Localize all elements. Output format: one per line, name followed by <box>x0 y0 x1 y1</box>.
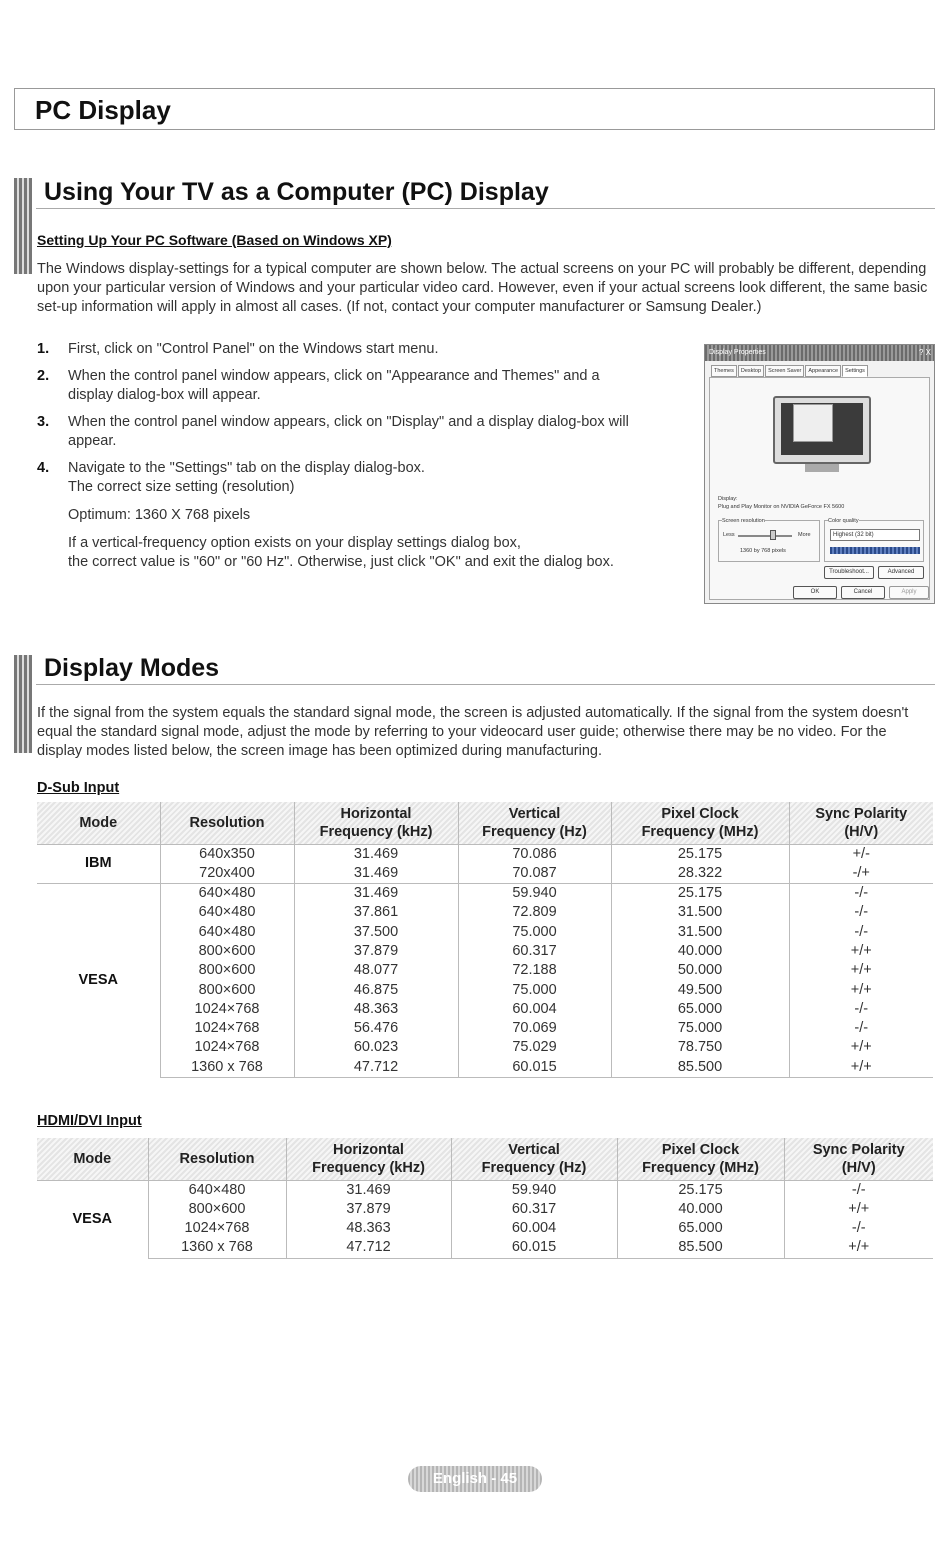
step-3 <box>37 413 667 451</box>
section-bar <box>14 178 32 274</box>
cell-resolution: 640×480 <box>148 1180 286 1200</box>
optimum-resolution: Optimum: 1360 X 768 pixels <box>68 507 251 523</box>
table-row <box>37 1038 933 1057</box>
tab-desktop[interactable]: Desktop <box>738 365 764 377</box>
cell-vertical-frequency: 75.029 <box>458 1038 611 1057</box>
cell-pixel-clock: 31.500 <box>611 903 789 922</box>
step-4 <box>37 459 667 572</box>
header-box <box>14 88 935 130</box>
cell-vertical-frequency: 60.015 <box>458 1058 611 1078</box>
dialog-title: Display Properties <box>709 349 766 356</box>
cell-horizontal-frequency: 37.500 <box>294 923 458 942</box>
cell-sync-polarity: +/+ <box>789 981 933 1000</box>
table-row <box>37 923 933 942</box>
display-properties-dialog <box>704 344 935 604</box>
page-title: PC Display <box>35 95 171 125</box>
cell-pixel-clock: 65.000 <box>617 1219 784 1238</box>
cell-vertical-frequency: 60.004 <box>458 1000 611 1019</box>
cell-pixel-clock: 25.175 <box>611 844 789 864</box>
cell-vertical-frequency: 59.940 <box>451 1180 617 1200</box>
cell-mode: VESA <box>37 884 160 1078</box>
cell-pixel-clock: 85.500 <box>611 1058 789 1078</box>
section-underline <box>36 208 935 209</box>
table-row <box>37 903 933 922</box>
header-pixel-clock: Pixel Clock Frequency (MHz) <box>617 1138 784 1180</box>
cell-pixel-clock: 85.500 <box>617 1238 784 1258</box>
cell-vertical-frequency: 60.317 <box>451 1200 617 1219</box>
header-resolution: Resolution <box>160 802 294 844</box>
header-vertical-frequency: Vertical Frequency (Hz) <box>458 802 611 844</box>
cell-horizontal-frequency: 47.712 <box>286 1238 451 1258</box>
step-text: When the control panel window appears, click on "Display" and a display dialog-box will appear. <box>68 414 629 449</box>
step-number: 3. <box>37 414 50 430</box>
table-row <box>37 942 933 961</box>
cell-horizontal-frequency: 46.875 <box>294 981 458 1000</box>
table-row <box>37 1180 933 1200</box>
monitor-window-icon <box>793 404 833 442</box>
cell-vertical-frequency: 75.000 <box>458 923 611 942</box>
resolution-label: Screen resolution <box>722 518 765 524</box>
more-label: More <box>798 532 811 538</box>
cell-horizontal-frequency: 37.861 <box>294 903 458 922</box>
dsub-table <box>37 802 933 1078</box>
cell-vertical-frequency: 60.015 <box>451 1238 617 1258</box>
cell-vertical-frequency: 60.004 <box>451 1219 617 1238</box>
step-number: 4. <box>37 460 50 476</box>
cell-vertical-frequency: 75.000 <box>458 981 611 1000</box>
color-quality-select[interactable]: Highest (32 bit) <box>830 529 920 541</box>
dialog-title-buttons[interactable]: ? X <box>918 348 931 357</box>
cell-horizontal-frequency: 37.879 <box>286 1200 451 1219</box>
cell-vertical-frequency: 72.188 <box>458 961 611 980</box>
table-row <box>37 1058 933 1078</box>
cell-sync-polarity: -/+ <box>789 864 933 884</box>
resolution-group <box>718 520 820 562</box>
intro-paragraph: The Windows display-settings for a typical computer are shown below. The actual screens on your PC will probably be different, depending upon your particular version of Windows and your particular video card. However, even if your actual screens look different, the same basic set-up information will apply in almost all cases. (If not, contact your computer manufacturer or Samsung Dealer.) <box>37 261 928 315</box>
table-row <box>37 884 933 904</box>
hdmi-table <box>37 1138 933 1259</box>
cell-horizontal-frequency: 60.023 <box>294 1038 458 1057</box>
tab-themes[interactable]: Themes <box>711 365 737 377</box>
cell-vertical-frequency: 70.087 <box>458 864 611 884</box>
cell-sync-polarity: +/+ <box>784 1238 933 1258</box>
cell-pixel-clock: 65.000 <box>611 1000 789 1019</box>
table-row <box>37 1200 933 1219</box>
cell-mode: IBM <box>37 844 160 884</box>
cell-sync-polarity: -/- <box>789 923 933 942</box>
cell-pixel-clock: 50.000 <box>611 961 789 980</box>
vertical-frequency-note: the correct value is "60" or "60 Hz". Otherwise, just click "OK" and exit the dialog box. <box>68 554 614 570</box>
cell-pixel-clock: 25.175 <box>611 884 789 904</box>
cell-sync-polarity: -/- <box>789 1000 933 1019</box>
troubleshoot-button[interactable]: Troubleshoot... <box>824 566 874 579</box>
table-row <box>37 1019 933 1038</box>
header-resolution: Resolution <box>148 1138 286 1180</box>
table-row <box>37 981 933 1000</box>
cell-pixel-clock: 40.000 <box>611 942 789 961</box>
step-text: First, click on "Control Panel" on the Windows start menu. <box>68 341 439 357</box>
table-header-row <box>37 1138 933 1180</box>
section-underline <box>36 684 935 685</box>
step-number: 2. <box>37 368 50 384</box>
cell-horizontal-frequency: 31.469 <box>294 884 458 904</box>
cell-resolution: 720x400 <box>160 864 294 884</box>
step-text: Navigate to the "Settings" tab on the display dialog-box. <box>68 460 425 476</box>
cell-resolution: 640×480 <box>160 903 294 922</box>
cell-resolution: 640×480 <box>160 923 294 942</box>
cell-pixel-clock: 28.322 <box>611 864 789 884</box>
display-label: Display: <box>718 496 738 502</box>
cell-sync-polarity: -/- <box>789 903 933 922</box>
steps-list <box>37 340 667 580</box>
display-modes-paragraph: If the signal from the system equals the standard signal mode, the screen is adjusted automatically. If the signal from the system doesn't equal the standard signal mode, adjust the mode by referring to your videocard user guide; otherwise there may be no video. For the display modes listed below, the screen image has been optimized during manufacturing. <box>37 705 909 759</box>
cell-vertical-frequency: 59.940 <box>458 884 611 904</box>
tab-appearance[interactable]: Appearance <box>805 365 841 377</box>
header-vertical-frequency: Vertical Frequency (Hz) <box>451 1138 617 1180</box>
apply-button[interactable]: Apply <box>889 586 929 599</box>
cell-sync-polarity: +/+ <box>789 1058 933 1078</box>
step-text: The correct size setting (resolution) <box>68 479 295 495</box>
cell-vertical-frequency: 60.317 <box>458 942 611 961</box>
header-sync-polarity: Sync Polarity (H/V) <box>784 1138 933 1180</box>
cell-horizontal-frequency: 31.469 <box>294 844 458 864</box>
color-group <box>824 520 924 562</box>
cell-sync-polarity: -/- <box>784 1180 933 1200</box>
cell-horizontal-frequency: 56.476 <box>294 1019 458 1038</box>
cell-vertical-frequency: 72.809 <box>458 903 611 922</box>
cell-sync-polarity: -/- <box>789 884 933 904</box>
section-title-display-modes: Display Modes <box>44 654 220 682</box>
dialog-tabs <box>711 365 868 377</box>
section-title-pc-display: Using Your TV as a Computer (PC) Display <box>44 178 549 206</box>
display-value: Plug and Play Monitor on NVIDIA GeForce FX 5600 <box>718 504 845 510</box>
vertical-frequency-note: If a vertical-frequency option exists on your display settings dialog box, <box>68 535 521 551</box>
dsub-input-label: D-Sub Input <box>37 780 120 796</box>
cell-resolution: 800×600 <box>160 942 294 961</box>
cell-sync-polarity: -/- <box>784 1219 933 1238</box>
cell-resolution: 800×600 <box>160 961 294 980</box>
cell-resolution: 1024×768 <box>160 1000 294 1019</box>
resolution-value: 1360 by 768 pixels <box>740 548 786 554</box>
cell-vertical-frequency: 70.069 <box>458 1019 611 1038</box>
cell-resolution: 1360 x 768 <box>160 1058 294 1078</box>
page-number-badge: English - 45 <box>408 1466 542 1492</box>
step-number: 1. <box>37 341 50 357</box>
cell-resolution: 1024×768 <box>160 1019 294 1038</box>
table-row <box>37 961 933 980</box>
table-row <box>37 864 933 884</box>
tab-screen-saver[interactable]: Screen Saver <box>765 365 804 377</box>
dialog-body <box>709 377 930 600</box>
cell-resolution: 800×600 <box>148 1200 286 1219</box>
resolution-slider-track[interactable] <box>738 535 792 537</box>
color-quality-label: Color quality <box>828 518 859 524</box>
table-header-row <box>37 802 933 844</box>
step-2 <box>37 367 667 405</box>
header-pixel-clock: Pixel Clock Frequency (MHz) <box>611 802 789 844</box>
cell-sync-polarity: +/+ <box>789 961 933 980</box>
cell-sync-polarity: -/- <box>789 1019 933 1038</box>
header-horizontal-frequency: Horizontal Frequency (kHz) <box>294 802 458 844</box>
cell-pixel-clock: 40.000 <box>617 1200 784 1219</box>
resolution-slider-thumb[interactable] <box>770 530 776 540</box>
cell-sync-polarity: +/+ <box>784 1200 933 1219</box>
cell-pixel-clock: 49.500 <box>611 981 789 1000</box>
less-label: Less <box>723 532 735 538</box>
table-row <box>37 1238 933 1258</box>
cell-horizontal-frequency: 48.363 <box>286 1219 451 1238</box>
hdmi-dvi-input-label: HDMI/DVI Input <box>37 1113 142 1129</box>
table-row <box>37 844 933 864</box>
color-bar <box>830 547 920 554</box>
subsection-title: Setting Up Your PC Software (Based on Windows XP) <box>37 232 392 248</box>
cell-resolution: 800×600 <box>160 981 294 1000</box>
header-sync-polarity: Sync Polarity (H/V) <box>789 802 933 844</box>
monitor-stand <box>805 464 839 472</box>
cell-pixel-clock: 75.000 <box>611 1019 789 1038</box>
cell-horizontal-frequency: 47.712 <box>294 1058 458 1078</box>
cell-resolution: 1360 x 768 <box>148 1238 286 1258</box>
step-1 <box>37 340 667 359</box>
dialog-titlebar <box>705 345 934 361</box>
cell-sync-polarity: +/+ <box>789 942 933 961</box>
table-row <box>37 1000 933 1019</box>
cell-pixel-clock: 31.500 <box>611 923 789 942</box>
cell-horizontal-frequency: 48.077 <box>294 961 458 980</box>
cell-resolution: 1024×768 <box>160 1038 294 1057</box>
cell-mode: VESA <box>37 1180 148 1258</box>
ok-button[interactable]: OK <box>793 586 837 599</box>
cell-pixel-clock: 25.175 <box>617 1180 784 1200</box>
cell-resolution: 640×480 <box>160 884 294 904</box>
cell-sync-polarity: +/- <box>789 844 933 864</box>
cell-horizontal-frequency: 48.363 <box>294 1000 458 1019</box>
cancel-button[interactable]: Cancel <box>841 586 885 599</box>
header-horizontal-frequency: Horizontal Frequency (kHz) <box>286 1138 451 1180</box>
cell-pixel-clock: 78.750 <box>611 1038 789 1057</box>
monitor-icon <box>773 396 871 464</box>
cell-horizontal-frequency: 31.469 <box>286 1180 451 1200</box>
table-row <box>37 1219 933 1238</box>
tab-settings[interactable]: Settings <box>842 365 868 377</box>
cell-sync-polarity: +/+ <box>789 1038 933 1057</box>
cell-resolution: 640x350 <box>160 844 294 864</box>
section-bar <box>14 655 32 753</box>
cell-resolution: 1024×768 <box>148 1219 286 1238</box>
cell-horizontal-frequency: 37.879 <box>294 942 458 961</box>
step-text: When the control panel window appears, click on "Appearance and Themes" and a display dialog-box will appear. <box>68 368 600 403</box>
advanced-button[interactable]: Advanced <box>878 566 924 579</box>
cell-horizontal-frequency: 31.469 <box>294 864 458 884</box>
cell-vertical-frequency: 70.086 <box>458 844 611 864</box>
header-mode: Mode <box>37 1138 148 1180</box>
header-mode: Mode <box>37 802 160 844</box>
